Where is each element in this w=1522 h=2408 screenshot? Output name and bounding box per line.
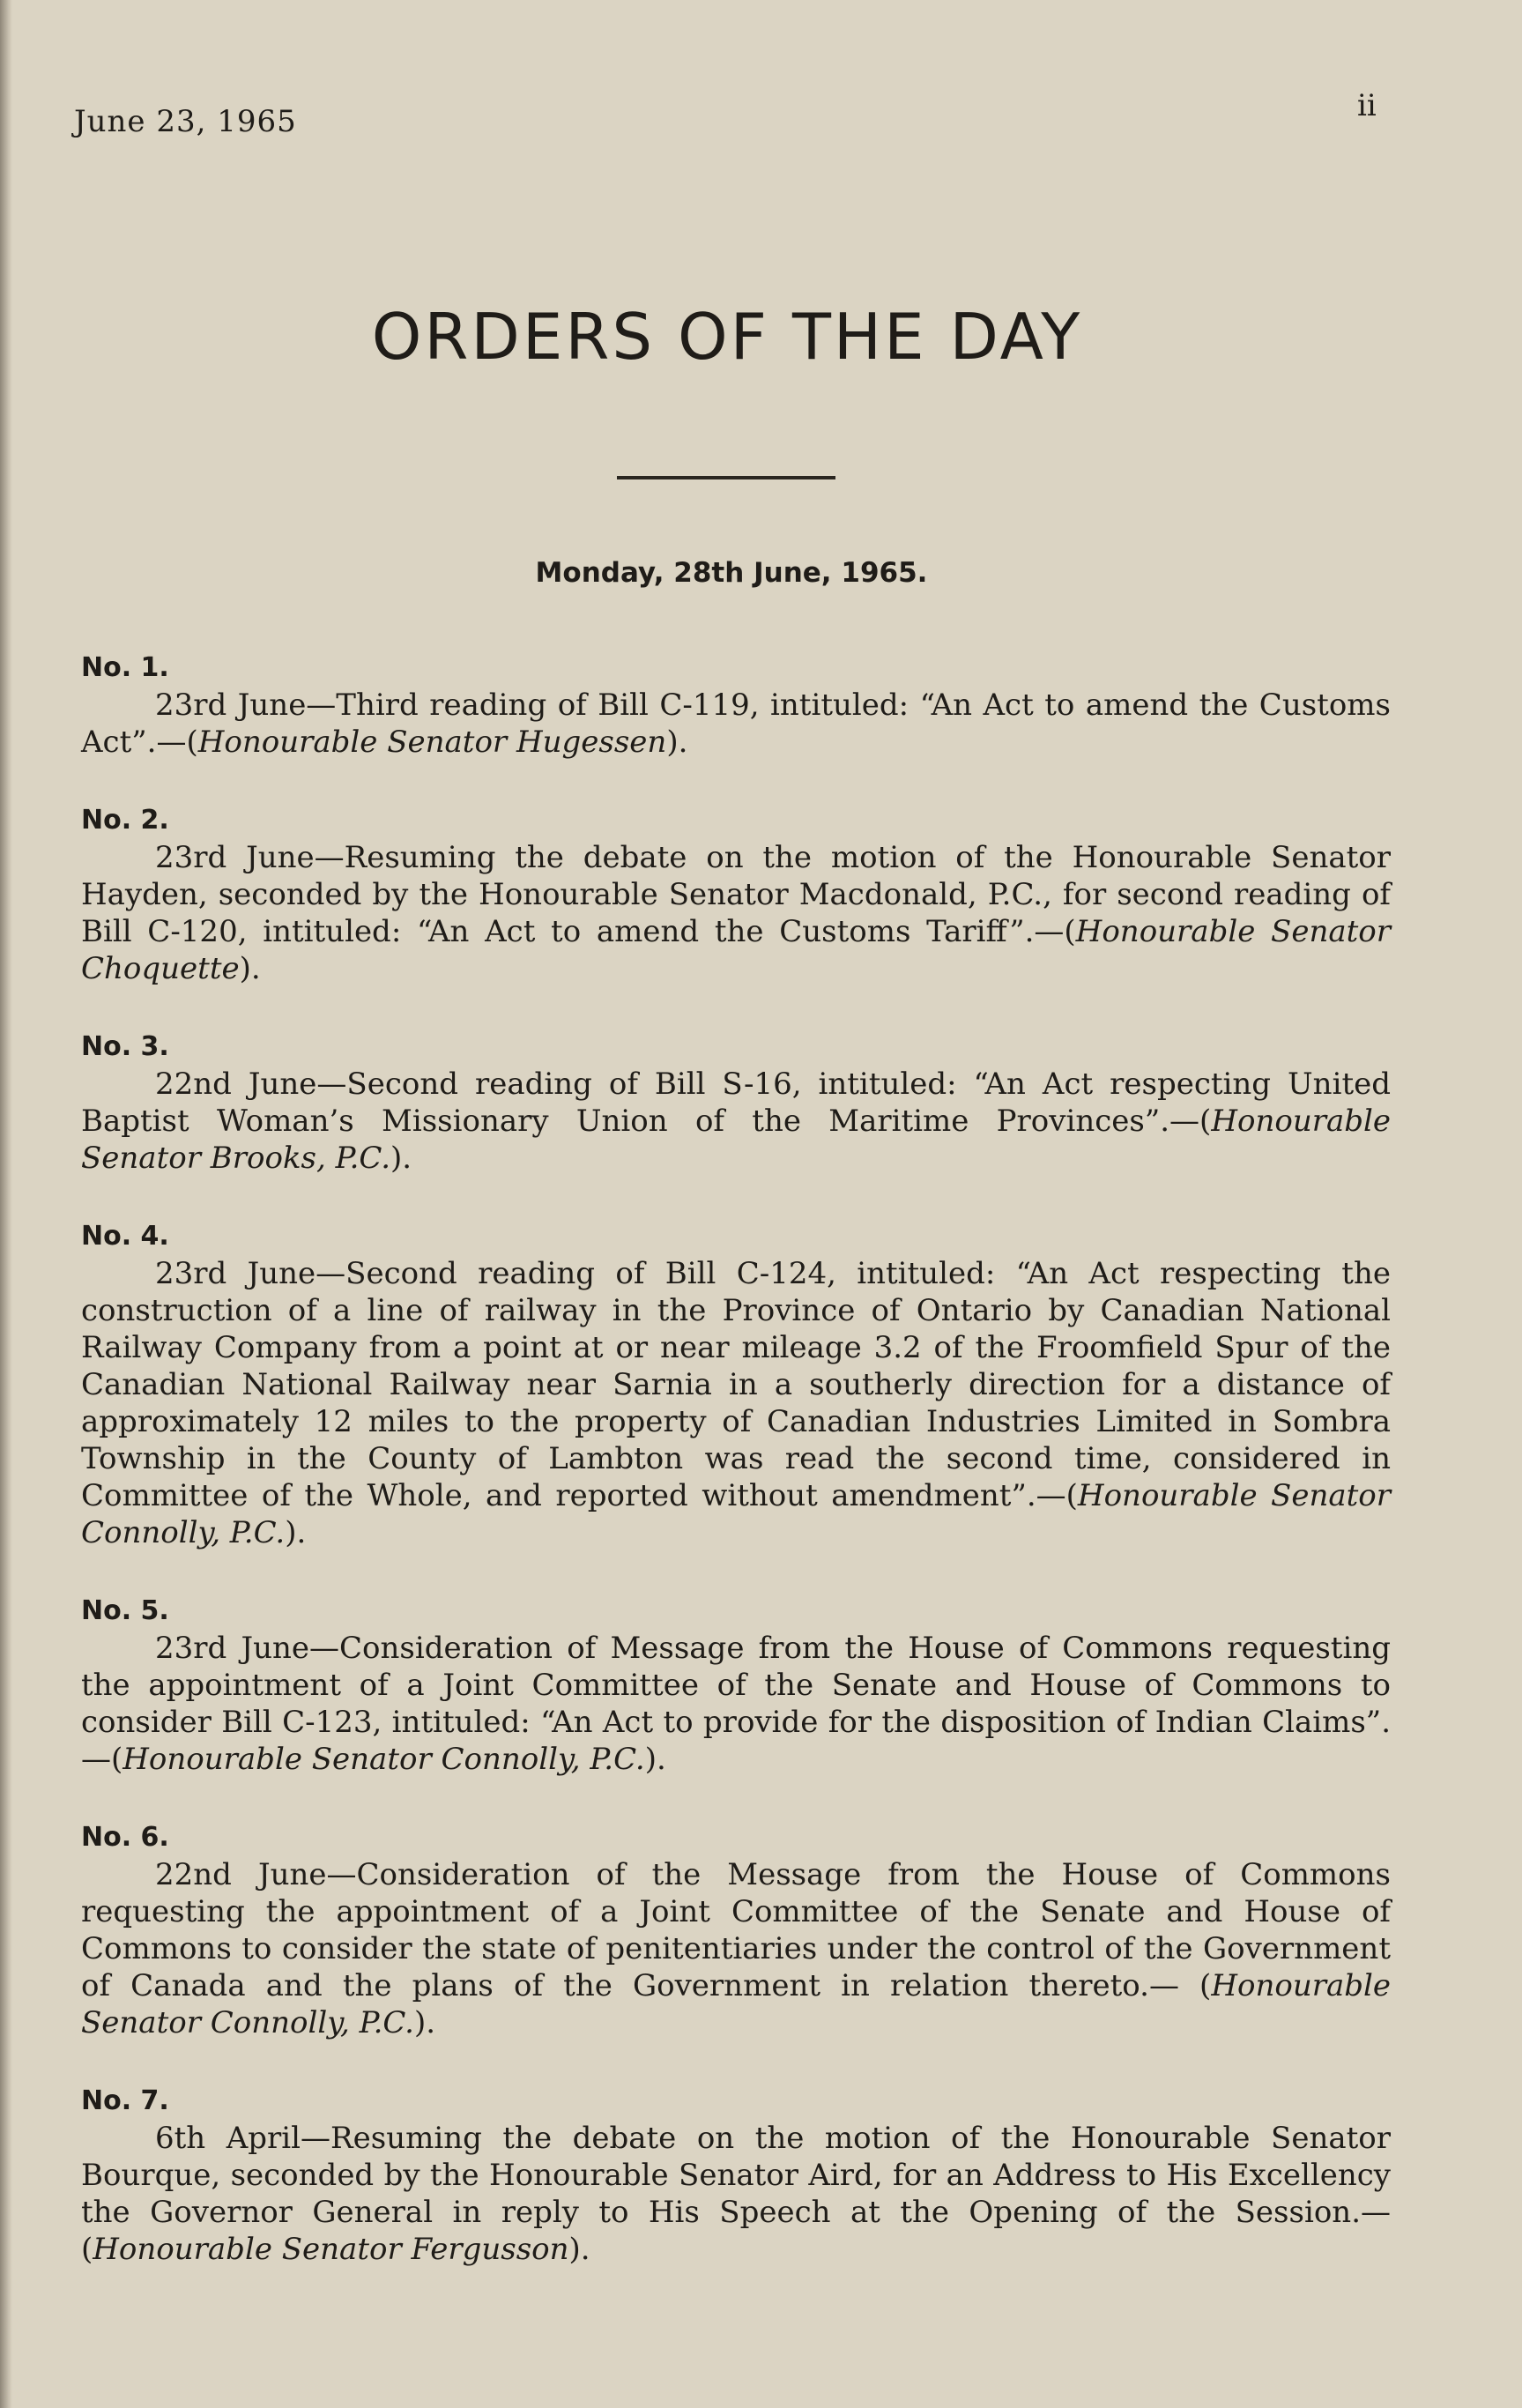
order-text	[81, 1856, 1391, 2041]
page-title: ORDERS OF THE DAY	[371, 300, 1083, 374]
order-sponsor: Honourable Senator Connolly, P.C.	[81, 1478, 1391, 1550]
order-sponsor: Honourable Senator Hugessen	[197, 725, 667, 760]
order-item	[81, 652, 1391, 761]
order-end: ).	[390, 1141, 412, 1176]
order-end: ).	[666, 725, 688, 760]
order-end: ).	[568, 2232, 590, 2267]
order-body: 6th April—Resuming the debate on the motion of the Honourable Senator Bourque, seconded by the Honourable Senator Aird, for an Address to His Excellency the Governor General in reply to His Speech at the Opening of the Session.—(	[81, 2121, 1391, 2267]
order-text	[81, 1066, 1391, 1177]
order-text	[81, 1255, 1391, 1551]
order-number: No. 2.	[81, 805, 169, 836]
order-text	[81, 839, 1391, 987]
order-item	[81, 1822, 1391, 2041]
header-date: June 23, 1965	[74, 104, 297, 139]
order-body: 22nd June—Consideration of the Message from the House of Commons requesting the appointment of a Joint Committee of the Senate and House of Commons to consider the state of penitentiaries under the control of the Government of Canada and the plans of the Government in relation thereto.— (	[81, 1857, 1391, 2003]
order-end: ).	[285, 1515, 307, 1550]
sitting-date: Monday, 28th June, 1965.	[535, 557, 928, 589]
order-text	[81, 1630, 1391, 1778]
order-sponsor: Honourable Senator Connolly, P.C.	[81, 1968, 1391, 2040]
order-sponsor: Honourable Senator Brooks, P.C.	[81, 1104, 1391, 1176]
order-sponsor: Honourable Senator Fergusson	[93, 2232, 569, 2267]
order-number: No. 1.	[81, 652, 169, 683]
order-end: ).	[413, 2005, 436, 2040]
page-number: ii	[1357, 88, 1377, 123]
order-number: No. 6.	[81, 1822, 169, 1853]
order-sponsor: Honourable Senator Choquette	[81, 914, 1391, 986]
order-text	[81, 687, 1391, 761]
order-item	[81, 1221, 1391, 1551]
order-body: 23rd June—Second reading of Bill C-124, intituled: “An Act respecting the construction of a line of railway in the Province of Ontario by Canadian National Railway Company from a point at or near mileage 3.2 of the Froomfield Spur of the Canadian National Railway near Sarnia in a southerly direction for a distance of approximately 12 miles to the property of Canadian Industries Limited in Sombra Township in the County of Lambton was read the second time, considered in Committee of the Whole, and reported without amendment”.—(	[81, 1256, 1391, 1513]
order-item	[81, 1031, 1391, 1177]
orders-list	[81, 652, 1391, 2312]
order-text	[81, 2120, 1391, 2268]
title-rule	[617, 476, 835, 479]
order-body: 23rd June—Third reading of Bill C-119, intituled: “An Act to amend the Customs Act”.—(	[81, 687, 1391, 760]
order-item	[81, 2085, 1391, 2268]
order-sponsor: Honourable Senator Connolly, P.C.	[123, 1742, 645, 1777]
order-number: No. 7.	[81, 2085, 169, 2116]
order-item	[81, 1595, 1391, 1778]
order-number: No. 4.	[81, 1221, 169, 1252]
order-body: 22nd June—Second reading of Bill S-16, intituled: “An Act respecting United Baptist Woman’s Missionary Union of the Maritime Provinces”.—(	[81, 1067, 1391, 1139]
order-end: ).	[644, 1742, 666, 1777]
order-number: No. 5.	[81, 1595, 169, 1626]
order-body: 23rd June—Resuming the debate on the motion of the Honourable Senator Hayden, seconded by the Honourable Senator Macdonald, P.C., for second reading of Bill C-120, intituled: “An Act to amend the Customs Tariff”.—(	[81, 840, 1391, 949]
order-end: ).	[239, 951, 261, 986]
order-body: 23rd June—Consideration of Message from the House of Commons requesting the appointment of a Joint Committee of the Senate and House of Commons to consider Bill C-123, intituled: “An Act to provide for the disposition of Indian Claims”.—(	[81, 1631, 1391, 1777]
order-item	[81, 805, 1391, 987]
order-number: No. 3.	[81, 1031, 169, 1062]
